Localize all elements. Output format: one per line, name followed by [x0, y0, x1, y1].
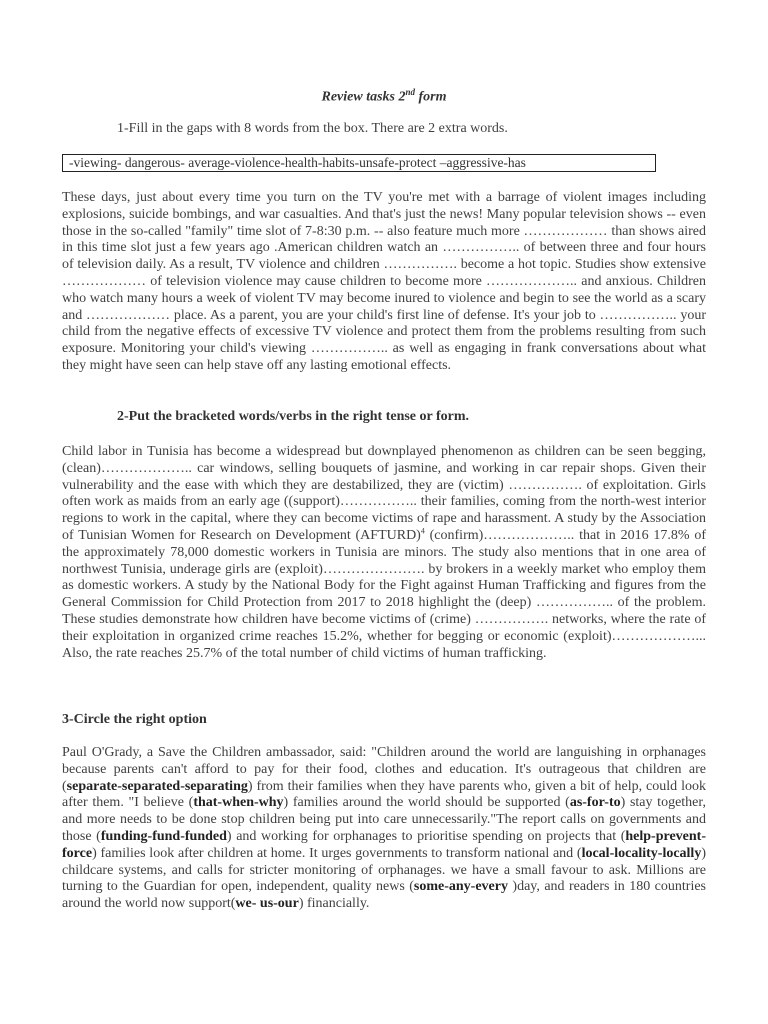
- word-box: -viewing- dangerous- average-violence-health-habits-unsafe-protect –aggressive-has: [62, 154, 656, 172]
- task3-text: ) from their families when they have parents who, given a bit of help, could look after them. "I believe (: [62, 778, 706, 811]
- task3-heading: 3-Circle the right option: [62, 712, 207, 727]
- task3-text: ) financially.: [298, 896, 370, 912]
- task3-text: Paul O'Grady, a Save the Children ambassador, said: "Children around the world are languishing in orphanages because parents can't afford to pay for their food, clothes and education. It's outrageous that children are (: [62, 745, 706, 794]
- task3-text: ) childcare systems, and calls for stricter monitoring of orphanages. we have a small favour to ask. Millions are turning to the Guardian for open, independent, quality news (: [62, 845, 706, 895]
- task2-passage-part-b: (confirm)……………….. that in 2016 17.8% of the approximately 78,000 domestic workers in Tunisia are minors. The study also mentions that in one area of northwest Tunisia, underage girls are (exploit)…………………. by brokers in a weekly market who employ them as domestic workers. A study by the National Body for the Fight against Human Trafficking and figures from the General Commission for Child Protection from 2017 to 2018 highlight the (deep) …………….. of the problem. These studies demonstrate how children have become victims of (crime) ……………. networks, where the rate of their exploitation in organized crime reaches 15.2%, whether for begging or economic (exploit)………………... Also, the rate reaches 25.7% of the total number of child victims of human trafficking.: [62, 527, 706, 661]
- task1-passage: These days, just about every time you turn on the TV you're met with a barrage of violent images including explosions, suicide bombings, and war casualties. And that's just the news! Many popular television shows -- even those in the so-called "family" time slot of 7-8:30 p.m. -- also feature much more ……………… than shows aired in this time slot just a few years ago .American children watch an …………….. of between three and four hours of television daily. As a result, TV violence and children ……………. become a hot topic. Studies show extensive ……………… of television violence may cause children to become more ……………….. and anxious. Children who watch many hours a week of violent TV may become inured to violence and begin to see the world as a scary and ……………… place. As a parent, you are your child's first line of defense. It's your job to …………….. your child from the negative effects of excessive TV violence and protect them from the problems resulting from such exposure. Monitoring your child's viewing …………….. as well as engaging in frank conversations about what they might have seen can help stave off any lasting emotional effects.: [62, 190, 706, 373]
- page-title: [0, 87, 768, 106]
- task3-text: ) and working for orphanages to prioritise spending on projects that (: [226, 828, 626, 844]
- title-text: Review tasks 2: [321, 89, 406, 105]
- task3-option[interactable]: help-prevent-force: [62, 828, 706, 861]
- task3-passage: [62, 745, 706, 913]
- task2-passage-part-a: Child labor in Tunisia has become a widespread but downplayed phenomenon as children can be seen begging, (clean)……………….. car windows, selling bouquets of jasmine, and working in car repair shops. Given their vulnerability and the ease with which they are destabilized, they are (victim) ……………. of exploitation. Girls often work as maids from an early age ((support)…………….. their families, coming from the north-west interior regions to work in the capital, where they can become victims of rape and harassment. A study by the Association of Tunisian Women for Research on Development (AFTURD): [62, 444, 706, 543]
- task3-option[interactable]: that-when-why: [193, 795, 284, 811]
- task2-heading: 2-Put the bracketed words/verbs in the right tense or form.: [117, 409, 470, 424]
- task3-text: )day, and readers in 180 countries around the world now support(: [62, 879, 706, 912]
- task1-instruction: 1-Fill in the gaps with 8 words from the box. There are 2 extra words.: [117, 121, 508, 136]
- task3-text: ) families around the world should be supported (: [283, 795, 570, 811]
- task3-option[interactable]: local-locality-locally: [581, 845, 702, 861]
- footnote-marker: 4: [420, 526, 425, 536]
- task3-option[interactable]: some-any-every: [413, 879, 508, 895]
- title-superscript: nd: [405, 87, 415, 97]
- task3-text: ) families look after children at home. It urges governments to transform national and (: [92, 845, 582, 861]
- title-tail: form: [415, 89, 447, 105]
- task3-option[interactable]: separate-separated-separating: [66, 778, 248, 794]
- task3-option[interactable]: as-for-to: [569, 795, 621, 811]
- task3-option[interactable]: funding-fund-funded: [100, 828, 227, 844]
- task3-text: ) stay together, and more needs to be done stop children being put into care unnecessarily."The report calls on governments and those (: [62, 795, 706, 844]
- task3-option[interactable]: we- us-our: [235, 896, 299, 912]
- task2-passage: [62, 444, 706, 662]
